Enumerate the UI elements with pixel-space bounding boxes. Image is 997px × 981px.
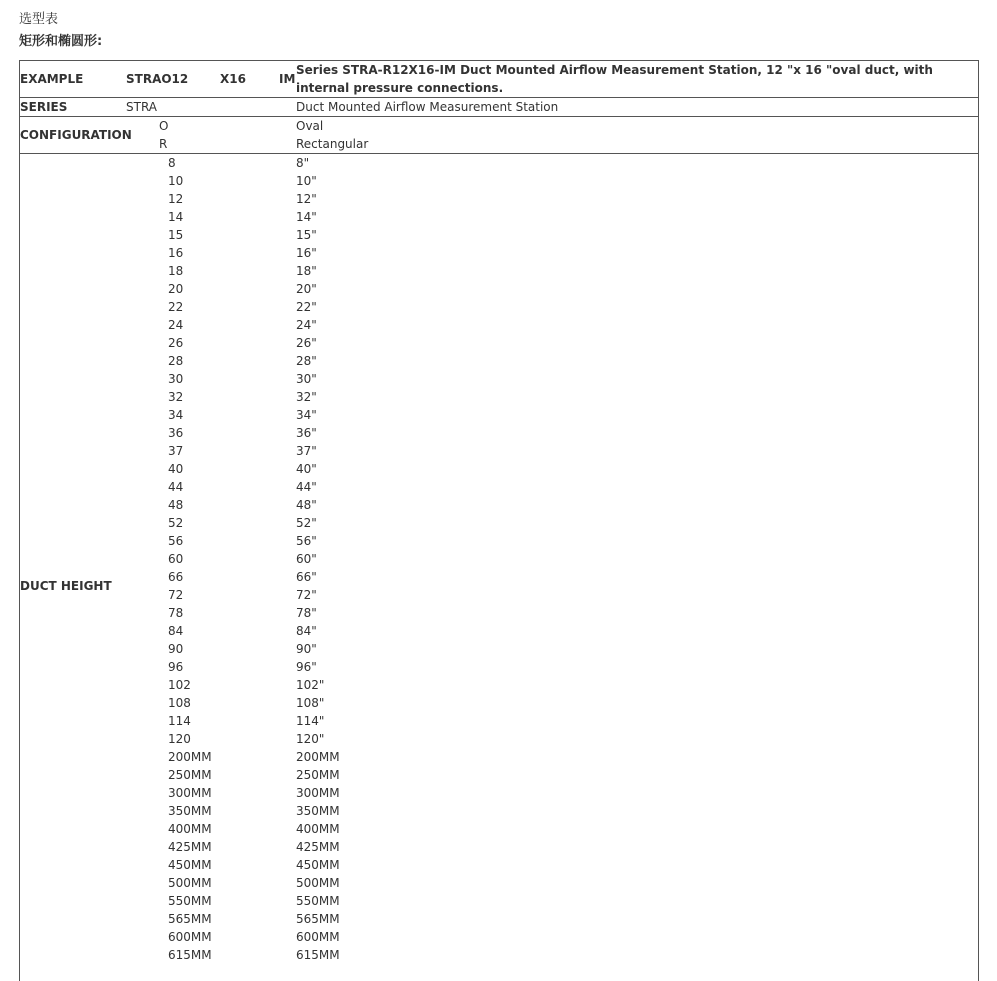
duct-height-code: 26	[168, 336, 184, 350]
duct-height-value: 78"	[296, 606, 317, 620]
duct-height-value: 108"	[296, 696, 325, 710]
series-label: SERIES	[20, 100, 68, 114]
duct-height-value: 66"	[296, 570, 317, 584]
duct-height-value: 28"	[296, 354, 317, 368]
duct-height-code: 120	[168, 732, 191, 746]
duct-height-code: 78	[168, 606, 184, 620]
selection-table	[19, 60, 979, 981]
duct-height-code: 200MM	[168, 750, 212, 764]
duct-height-code: 425MM	[168, 840, 212, 854]
duct-height-code: 84	[168, 624, 184, 638]
duct-height-value: 96"	[296, 660, 317, 674]
duct-height-value: 8"	[296, 156, 310, 170]
duct-height-value: 20"	[296, 282, 317, 296]
duct-height-code: 56	[168, 534, 184, 548]
duct-height-value: 16"	[296, 246, 317, 260]
configuration-description: Oval	[296, 119, 324, 133]
configuration-code: R	[159, 137, 168, 151]
duct-height-code: 300MM	[168, 786, 212, 800]
duct-height-value: 40"	[296, 462, 317, 476]
configuration-description: Rectangular	[296, 137, 369, 151]
row-divider	[20, 153, 978, 154]
duct-height-code: 34	[168, 408, 184, 422]
duct-height-code: 37	[168, 444, 184, 458]
duct-height-value: 22"	[296, 300, 317, 314]
duct-height-code: 12	[168, 192, 184, 206]
duct-height-code: 400MM	[168, 822, 212, 836]
duct-height-value: 48"	[296, 498, 317, 512]
duct-height-value: 36"	[296, 426, 317, 440]
duct-height-value: 90"	[296, 642, 317, 656]
duct-height-code: 44	[168, 480, 184, 494]
duct-height-code: 18	[168, 264, 184, 278]
duct-height-code: 350MM	[168, 804, 212, 818]
duct-height-value: 15"	[296, 228, 317, 242]
duct-height-value: 56"	[296, 534, 317, 548]
duct-height-value: 565MM	[296, 912, 340, 926]
duct-height-value: 102"	[296, 678, 325, 692]
duct-height-value: 425MM	[296, 840, 340, 854]
series-description: Duct Mounted Airflow Measurement Station	[296, 100, 559, 114]
duct-height-value: 14"	[296, 210, 317, 224]
duct-height-value: 37"	[296, 444, 317, 458]
duct-height-value: 114"	[296, 714, 325, 728]
duct-height-code: 550MM	[168, 894, 212, 908]
duct-height-code: 72	[168, 588, 184, 602]
duct-height-code: 52	[168, 516, 184, 530]
duct-height-code: 96	[168, 660, 184, 674]
configuration-label: CONFIGURATION	[20, 128, 132, 142]
duct-height-code: 48	[168, 498, 184, 512]
example-code-size: X16	[220, 72, 246, 86]
duct-height-value: 600MM	[296, 930, 340, 944]
duct-height-value: 615MM	[296, 948, 340, 962]
duct-height-value: 34"	[296, 408, 317, 422]
duct-height-code: 108	[168, 696, 191, 710]
duct-height-code: 615MM	[168, 948, 212, 962]
duct-height-code: 36	[168, 426, 184, 440]
duct-height-value: 32"	[296, 390, 317, 404]
duct-height-code: 565MM	[168, 912, 212, 926]
duct-height-code: 40	[168, 462, 184, 476]
example-code-series: STRAO12	[126, 72, 189, 86]
series-code: STRA	[126, 100, 158, 114]
configuration-code: O	[159, 119, 169, 133]
duct-height-code: 250MM	[168, 768, 212, 782]
duct-height-value: 10"	[296, 174, 317, 188]
section-subtitle: 矩形和椭圆形:	[19, 34, 103, 49]
duct-height-value: 30"	[296, 372, 317, 386]
duct-height-value: 24"	[296, 318, 317, 332]
duct-height-value: 200MM	[296, 750, 340, 764]
duct-height-value: 350MM	[296, 804, 340, 818]
example-code-option: IM	[279, 72, 296, 86]
duct-height-code: 32	[168, 390, 184, 404]
duct-height-value: 12"	[296, 192, 317, 206]
duct-height-code: 60	[168, 552, 184, 566]
duct-height-code: 600MM	[168, 930, 212, 944]
duct-height-value: 450MM	[296, 858, 340, 872]
duct-height-code: 28	[168, 354, 184, 368]
duct-height-value: 84"	[296, 624, 317, 638]
duct-height-value: 300MM	[296, 786, 340, 800]
duct-height-code: 30	[168, 372, 184, 386]
duct-height-code: 8	[168, 156, 176, 170]
duct-height-code: 10	[168, 174, 184, 188]
duct-height-value: 44"	[296, 480, 317, 494]
duct-height-code: 90	[168, 642, 184, 656]
duct-height-label: DUCT HEIGHT	[20, 579, 112, 593]
example-label: EXAMPLE	[20, 72, 84, 86]
duct-height-value: 120"	[296, 732, 325, 746]
duct-height-value: 500MM	[296, 876, 340, 890]
duct-height-value: 250MM	[296, 768, 340, 782]
duct-height-code: 114	[168, 714, 191, 728]
duct-height-code: 14	[168, 210, 184, 224]
duct-height-value: 550MM	[296, 894, 340, 908]
duct-height-code: 102	[168, 678, 191, 692]
duct-height-code: 24	[168, 318, 184, 332]
duct-height-code: 20	[168, 282, 184, 296]
duct-height-code: 500MM	[168, 876, 212, 890]
duct-height-code: 16	[168, 246, 184, 260]
duct-height-value: 400MM	[296, 822, 340, 836]
duct-height-code: 15	[168, 228, 184, 242]
duct-height-value: 72"	[296, 588, 317, 602]
example-description: Series STRA-R12X16-IM Duct Mounted Airflow Measurement Station, 12 "x 16 "oval duct, with internal pressure connections.	[296, 63, 933, 95]
duct-height-value: 60"	[296, 552, 317, 566]
duct-height-code: 450MM	[168, 858, 212, 872]
duct-height-code: 22	[168, 300, 184, 314]
duct-height-value: 18"	[296, 264, 317, 278]
duct-height-value: 26"	[296, 336, 317, 350]
duct-height-value: 52"	[296, 516, 317, 530]
duct-height-code: 66	[168, 570, 184, 584]
page-title: 选型表	[19, 12, 59, 27]
